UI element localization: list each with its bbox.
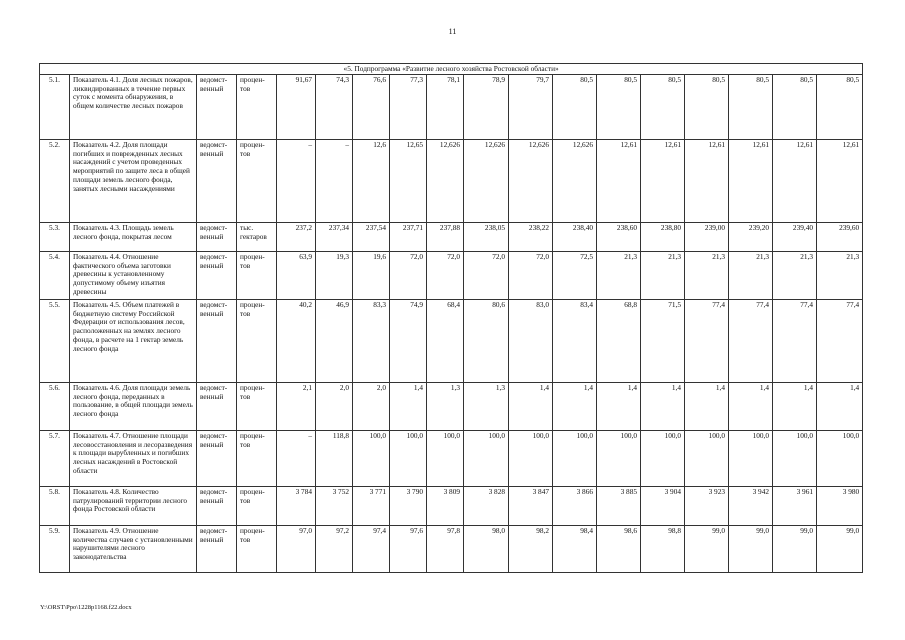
- value-cell: 79,7: [509, 75, 553, 140]
- value-cell: 78,9: [464, 75, 509, 140]
- value-cell: 80,5: [817, 75, 863, 140]
- value-cell: 1,4: [509, 383, 553, 431]
- value-cell: 1,4: [729, 383, 773, 431]
- value-cell: 97,8: [427, 526, 464, 573]
- value-cell: 100,0: [641, 431, 685, 487]
- value-cell: 40,2: [277, 300, 316, 383]
- value-cell: 100,0: [509, 431, 553, 487]
- unit-of-measure: процен-тов: [237, 140, 277, 223]
- value-cell: 91,67: [277, 75, 316, 140]
- value-cell: 21,3: [817, 252, 863, 300]
- value-cell: 77,4: [685, 300, 729, 383]
- value-cell: 12,61: [817, 140, 863, 223]
- value-cell: 71,5: [641, 300, 685, 383]
- unit-of-measure: процен-тов: [237, 300, 277, 383]
- indicator-type: ведомст-венный: [197, 383, 237, 431]
- value-cell: 80,5: [641, 75, 685, 140]
- indicator-name: Показатель 4.5. Объем платежей в бюджетную систему Российской Федерации от использования лесов, расположенных на землях лесного фонда, в расчете на 1 гектар земель лесного фонда: [70, 300, 197, 383]
- value-cell: 72,0: [464, 252, 509, 300]
- value-cell: 239,40: [773, 223, 817, 252]
- value-cell: 239,20: [729, 223, 773, 252]
- table-row: [40, 75, 863, 140]
- value-cell: 237,54: [353, 223, 390, 252]
- indicator-type: ведомст-венный: [197, 300, 237, 383]
- value-cell: 100,0: [353, 431, 390, 487]
- row-number: 5.7.: [40, 431, 70, 487]
- value-cell: 237,71: [390, 223, 427, 252]
- value-cell: 100,0: [427, 431, 464, 487]
- indicator-name: Показатель 4.9. Отношение количества случаев с установленными нарушителями лесного законодательства: [70, 526, 197, 573]
- table-row: [40, 487, 863, 526]
- table-row: [40, 431, 863, 487]
- value-cell: 1,4: [597, 383, 641, 431]
- indicator-type: ведомст-венный: [197, 252, 237, 300]
- value-cell: 63,9: [277, 252, 316, 300]
- unit-of-measure: процен-тов: [237, 431, 277, 487]
- value-cell: 72,5: [553, 252, 597, 300]
- value-cell: 3 980: [817, 487, 863, 526]
- value-cell: 237,88: [427, 223, 464, 252]
- value-cell: 100,0: [553, 431, 597, 487]
- value-cell: 1,4: [773, 383, 817, 431]
- value-cell: 100,0: [464, 431, 509, 487]
- value-cell: 1,3: [427, 383, 464, 431]
- value-cell: 2,0: [316, 383, 353, 431]
- value-cell: 3 847: [509, 487, 553, 526]
- unit-of-measure: процен-тов: [237, 487, 277, 526]
- value-cell: 98,2: [509, 526, 553, 573]
- value-cell: 100,0: [773, 431, 817, 487]
- value-cell: 12,65: [390, 140, 427, 223]
- unit-of-measure: процен-тов: [237, 75, 277, 140]
- indicator-name: Показатель 4.6. Доля площади земель лесного фонда, переданных в пользование, в общей площади земель лесного фонда: [70, 383, 197, 431]
- value-cell: 72,0: [427, 252, 464, 300]
- value-cell: 2,0: [353, 383, 390, 431]
- indicator-type: ведомст-венный: [197, 140, 237, 223]
- value-cell: 78,1: [427, 75, 464, 140]
- indicator-name: Показатель 4.8. Количество патрулирований территории лесного фонда Ростовской области: [70, 487, 197, 526]
- unit-of-measure: процен-тов: [237, 252, 277, 300]
- value-cell: 21,3: [773, 252, 817, 300]
- value-cell: 98,6: [597, 526, 641, 573]
- value-cell: 238,05: [464, 223, 509, 252]
- value-cell: 83,4: [553, 300, 597, 383]
- value-cell: 1,4: [553, 383, 597, 431]
- value-cell: 99,0: [685, 526, 729, 573]
- table-row: [40, 252, 863, 300]
- indicator-name: Показатель 4.7. Отношение площади лесовосстановления и лесоразведения к площади вырубленных и погибших лесных насаждений в Ростовской области: [70, 431, 197, 487]
- value-cell: 19,6: [353, 252, 390, 300]
- value-cell: 80,5: [773, 75, 817, 140]
- value-cell: –: [316, 140, 353, 223]
- value-cell: 83,0: [509, 300, 553, 383]
- value-cell: 97,6: [390, 526, 427, 573]
- value-cell: 74,9: [390, 300, 427, 383]
- value-cell: 3 866: [553, 487, 597, 526]
- value-cell: 3 752: [316, 487, 353, 526]
- value-cell: –: [277, 431, 316, 487]
- value-cell: 74,3: [316, 75, 353, 140]
- value-cell: 72,0: [509, 252, 553, 300]
- value-cell: 100,0: [390, 431, 427, 487]
- table-row: [40, 526, 863, 573]
- row-number: 5.4.: [40, 252, 70, 300]
- subprogram-header-row: [40, 64, 863, 75]
- value-cell: 80,6: [464, 300, 509, 383]
- value-cell: 3 771: [353, 487, 390, 526]
- value-cell: 99,0: [729, 526, 773, 573]
- value-cell: 77,3: [390, 75, 427, 140]
- indicator-name: Показатель 4.4. Отношение фактического объема заготовки древесины к установленному допустимому объему изъятия древесины: [70, 252, 197, 300]
- value-cell: 100,0: [597, 431, 641, 487]
- value-cell: 12,626: [464, 140, 509, 223]
- indicator-type: ведомст-венный: [197, 526, 237, 573]
- row-number: 5.5.: [40, 300, 70, 383]
- value-cell: 3 904: [641, 487, 685, 526]
- value-cell: 238,40: [553, 223, 597, 252]
- value-cell: 100,0: [729, 431, 773, 487]
- value-cell: 12,61: [597, 140, 641, 223]
- value-cell: 237,2: [277, 223, 316, 252]
- indicator-type: ведомст-венный: [197, 431, 237, 487]
- indicator-name: Показатель 4.3. Площадь земель лесного фонда, покрытая лесом: [70, 223, 197, 252]
- row-number: 5.2.: [40, 140, 70, 223]
- table-row: [40, 383, 863, 431]
- value-cell: 237,34: [316, 223, 353, 252]
- value-cell: 80,5: [553, 75, 597, 140]
- value-cell: 97,4: [353, 526, 390, 573]
- value-cell: –: [277, 140, 316, 223]
- value-cell: 97,2: [316, 526, 353, 573]
- value-cell: 21,3: [685, 252, 729, 300]
- value-cell: 12,626: [553, 140, 597, 223]
- value-cell: 12,626: [509, 140, 553, 223]
- value-cell: 80,5: [729, 75, 773, 140]
- footer-file-path: Y:\ORST\Ppo\1228p1168.f22.docx: [40, 604, 132, 611]
- value-cell: 80,5: [597, 75, 641, 140]
- value-cell: 12,61: [773, 140, 817, 223]
- table-row: [40, 140, 863, 223]
- value-cell: 3 942: [729, 487, 773, 526]
- value-cell: 118,8: [316, 431, 353, 487]
- value-cell: 239,00: [685, 223, 729, 252]
- value-cell: 238,60: [597, 223, 641, 252]
- page-number: 11: [448, 27, 457, 36]
- value-cell: 77,4: [729, 300, 773, 383]
- value-cell: 2,1: [277, 383, 316, 431]
- value-cell: 238,80: [641, 223, 685, 252]
- value-cell: 80,5: [685, 75, 729, 140]
- value-cell: 12,61: [641, 140, 685, 223]
- value-cell: 3 923: [685, 487, 729, 526]
- indicator-type: ведомст-венный: [197, 223, 237, 252]
- value-cell: 68,8: [597, 300, 641, 383]
- row-number: 5.3.: [40, 223, 70, 252]
- value-cell: 98,4: [553, 526, 597, 573]
- table-row: [40, 223, 863, 252]
- value-cell: 77,4: [817, 300, 863, 383]
- value-cell: 98,8: [641, 526, 685, 573]
- value-cell: 3 828: [464, 487, 509, 526]
- value-cell: 1,4: [685, 383, 729, 431]
- value-cell: 1,4: [817, 383, 863, 431]
- value-cell: 1,4: [641, 383, 685, 431]
- value-cell: 238,22: [509, 223, 553, 252]
- value-cell: 98,0: [464, 526, 509, 573]
- value-cell: 1,4: [390, 383, 427, 431]
- row-number: 5.8.: [40, 487, 70, 526]
- value-cell: 100,0: [817, 431, 863, 487]
- value-cell: 3 784: [277, 487, 316, 526]
- value-cell: 21,3: [597, 252, 641, 300]
- value-cell: 97,0: [277, 526, 316, 573]
- value-cell: 3 961: [773, 487, 817, 526]
- indicator-type: ведомст-венный: [197, 487, 237, 526]
- value-cell: 72,0: [390, 252, 427, 300]
- unit-of-measure: тыс. гектаров: [237, 223, 277, 252]
- table-row: [40, 300, 863, 383]
- value-cell: 3 885: [597, 487, 641, 526]
- indicators-table: [39, 63, 863, 573]
- value-cell: 21,3: [641, 252, 685, 300]
- value-cell: 99,0: [817, 526, 863, 573]
- value-cell: 1,3: [464, 383, 509, 431]
- value-cell: 100,0: [685, 431, 729, 487]
- value-cell: 76,6: [353, 75, 390, 140]
- value-cell: 3 809: [427, 487, 464, 526]
- indicator-name: Показатель 4.1. Доля лесных пожаров, ликвидированных в течение первых суток с момента обнаружения, в общем количестве лесных пожаров: [70, 75, 197, 140]
- unit-of-measure: процен-тов: [237, 526, 277, 573]
- indicator-name: Показатель 4.2. Доля площади погибших и поврежденных лесных насаждений с учетом проведенных мероприятий по защите леса в общей площади земель лесного фонда, занятых лесными насаждениями: [70, 140, 197, 223]
- row-number: 5.1.: [40, 75, 70, 140]
- value-cell: 12,626: [427, 140, 464, 223]
- value-cell: 12,61: [729, 140, 773, 223]
- row-number: 5.9.: [40, 526, 70, 573]
- value-cell: 77,4: [773, 300, 817, 383]
- value-cell: 68,4: [427, 300, 464, 383]
- value-cell: 19,3: [316, 252, 353, 300]
- indicator-type: ведомст-венный: [197, 75, 237, 140]
- value-cell: 3 790: [390, 487, 427, 526]
- value-cell: 12,61: [685, 140, 729, 223]
- value-cell: 12,6: [353, 140, 390, 223]
- value-cell: 83,3: [353, 300, 390, 383]
- value-cell: 99,0: [773, 526, 817, 573]
- unit-of-measure: процен-тов: [237, 383, 277, 431]
- value-cell: 46,9: [316, 300, 353, 383]
- subprogram-title: «5. Подпрограмма «Развитие лесного хозяйства Ростовской области»: [40, 64, 863, 75]
- value-cell: 239,60: [817, 223, 863, 252]
- value-cell: 21,3: [729, 252, 773, 300]
- row-number: 5.6.: [40, 383, 70, 431]
